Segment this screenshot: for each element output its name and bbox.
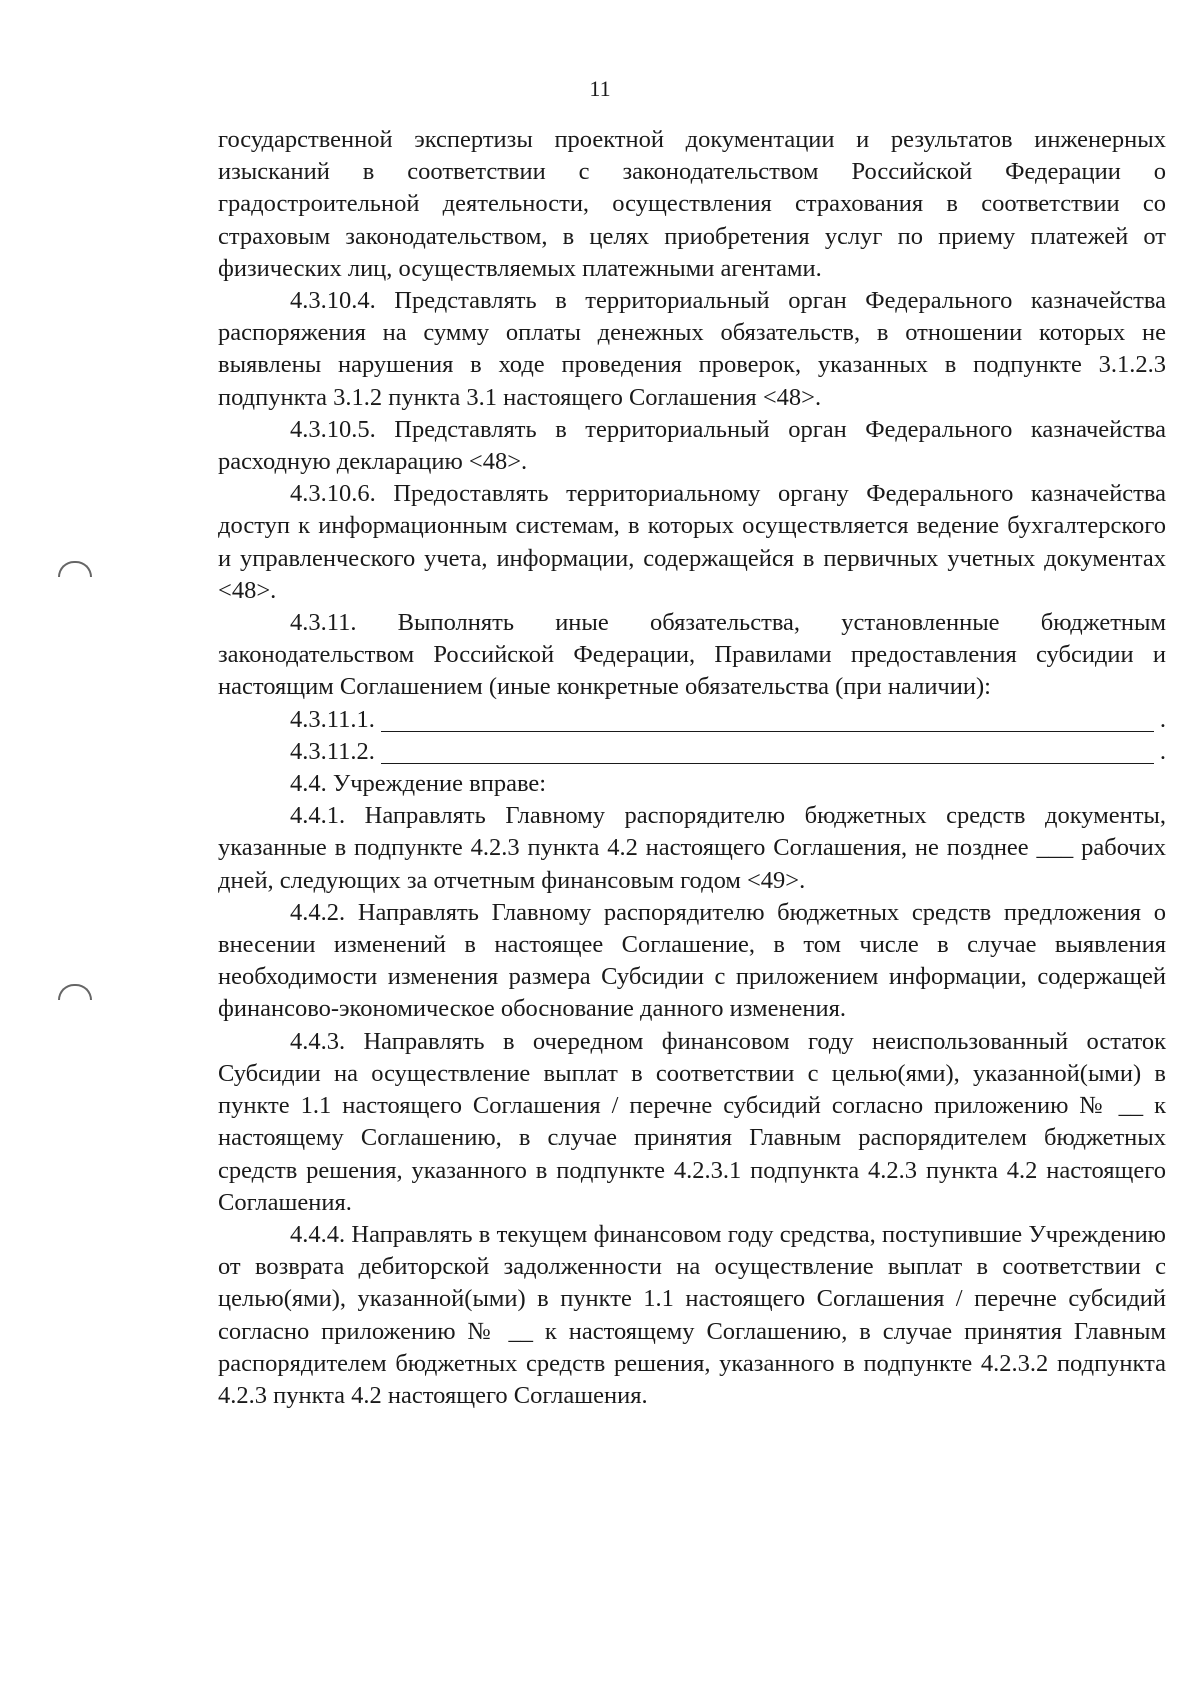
paragraph-4-4-1: 4.4.1. Направлять Главному распорядителю бюджетных средств документы, указанные в подпункте 4.2.3 пункта 4.2 настоящего Соглашения, не позднее ___ рабочих дней, следующих за отчетным финансовым годом <49>. bbox=[218, 802, 1166, 894]
blank-item-period: . bbox=[1159, 737, 1166, 765]
blank-item-label: 4.3.11.2. bbox=[290, 737, 375, 765]
blank-item-4-3-11-2 bbox=[218, 736, 1166, 768]
blank-item-label: 4.3.11.1. bbox=[290, 705, 375, 733]
blank-item-4-3-11-1 bbox=[218, 704, 1166, 736]
paragraph-4-4: 4.4. Учреждение вправе: bbox=[290, 770, 547, 798]
paragraph-4-3-10-5: 4.3.10.5. Представлять в территориальный орган Федерального казначейства расходную декларацию <48>. bbox=[218, 415, 1166, 476]
document-body bbox=[218, 124, 1166, 1412]
fill-in-line bbox=[381, 739, 1154, 764]
paragraph-4-3-11: 4.3.11. Выполнять иные обязательства, установленные бюджетным законодательством Российской Федерации, Правилами предоставления субсидии и настоящим Соглашением (иные конкретные обязательства (при наличии): bbox=[218, 609, 1166, 701]
binding-hole-mark bbox=[58, 561, 92, 577]
paragraph-continuation: государственной экспертизы проектной документации и результатов инженерных изысканий в соответствии с законодательством Российской Федерации о градостроительной деятельности, осуществления страхования в соответствии со страховым законодательством, в целях приобретения услуг по приему платежей от физических лиц, осуществляемых платежными агентами. bbox=[218, 126, 1166, 282]
fill-in-line bbox=[381, 707, 1154, 732]
paragraph-4-3-10-6: 4.3.10.6. Предоставлять территориальному органу Федерального казначейства доступ к информационным системам, в которых осуществляется ведение бухгалтерского и управленческого учета, информации, содержащейся в первичных учетных документах <48>. bbox=[218, 480, 1166, 604]
paragraph-4-4-4: 4.4.4. Направлять в текущем финансовом году средства, поступившие Учреждению от возврата дебиторской задолженности на осуществление выплат в соответствии с целью(ями), указанной(ыми) в пункте 1.1 настоящего Соглашения / перечне субсидий согласно приложению № __ к настоящему Соглашению, в случае принятия Главным распорядителем бюджетных средств решения, указанного в подпункте 4.2.3.2 подпункта 4.2.3 пункта 4.2 настоящего Соглашения. bbox=[218, 1220, 1166, 1409]
page-number: 11 bbox=[589, 76, 611, 101]
binding-hole-mark bbox=[58, 984, 92, 1000]
paragraph-4-4-2: 4.4.2. Направлять Главному распорядителю бюджетных средств предложения о внесении изменений в настоящее Соглашение, в том числе в случае выявления необходимости изменения размера Субсидии с приложением информации, содержащей финансово-экономическое обоснование данного изменения. bbox=[218, 898, 1166, 1023]
paragraph-4-3-10-4: 4.3.10.4. Представлять в территориальный орган Федерального казначейства распоряжения на сумму оплаты денежных обязательств, в отношении которых не выявлены нарушения в ходе проведения проверок, указанных в подпункте 3.1.2.3 подпункта 3.1.2 пункта 3.1 настоящего Соглашения <48>. bbox=[218, 287, 1166, 411]
blank-item-period: . bbox=[1159, 705, 1166, 733]
paragraph-4-4-3: 4.4.3. Направлять в очередном финансовом году неиспользованный остаток Субсидии на осуществление выплат в соответствии с целью(ями), указанной(ыми) в пункте 1.1 настоящего Соглашения / перечне субсидий согласно приложению № __ к настоящему Соглашению, в случае принятия Главным распорядителем бюджетных средств решения, указанного в подпункте 4.2.3.1 подпункта 4.2.3 пункта 4.2 настоящего Соглашения. bbox=[218, 1027, 1166, 1216]
